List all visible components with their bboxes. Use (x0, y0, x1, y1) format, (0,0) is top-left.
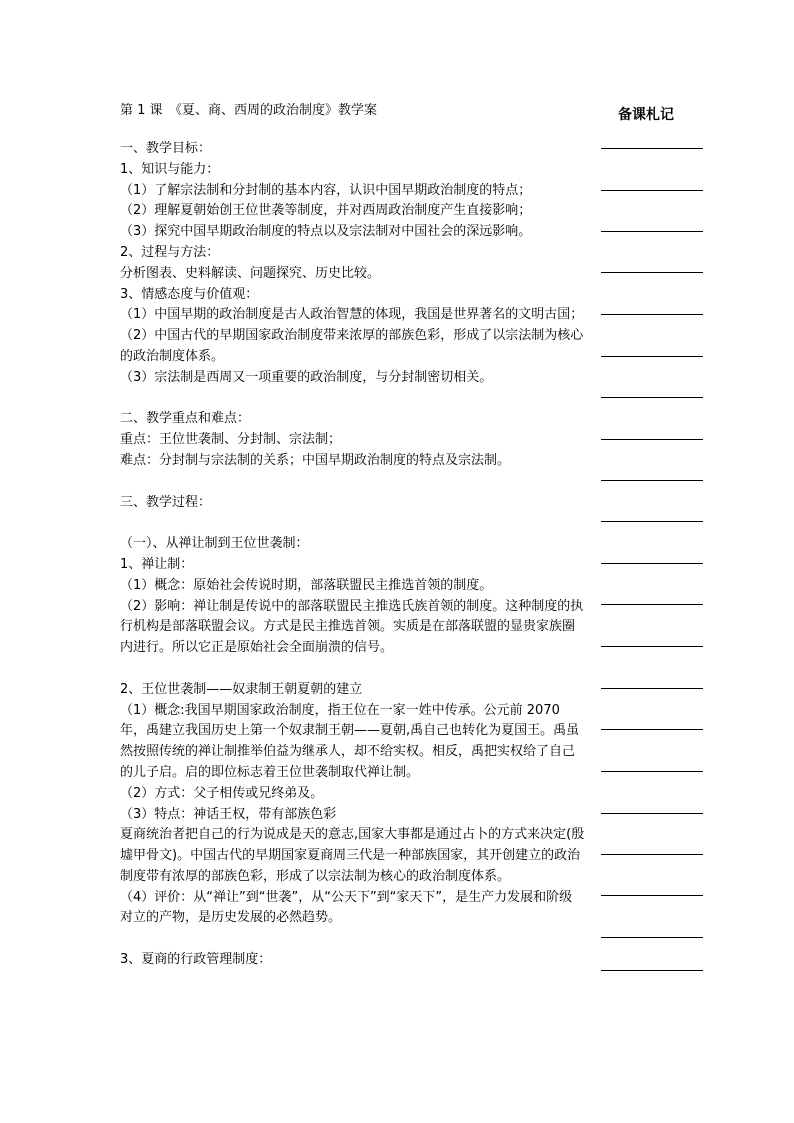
note-line (601, 563, 703, 564)
topic-paragraph: （3）特点：神话王权，带有部族色彩 (120, 806, 337, 822)
topic-heading: 1、禅让制： (120, 556, 194, 572)
topic-paragraph: （4）评价：从“禅让”到“世袭”，从“公天下”到“家天下”，是生产力发展和阶级对立的产物，是历史发展的必然趋势。 (120, 889, 573, 926)
values-item: （3）宗法制是西周又一项重要的政治制度，与分封制密切相关。 (120, 369, 493, 385)
note-line (601, 148, 703, 149)
note-line (601, 190, 703, 191)
lesson-title: 第 1 课 《夏、商、西周的政治制度》教学案 (120, 103, 378, 118)
process-text: 分析图表、史料解读、问题探究、历史比较。 (120, 265, 381, 281)
note-line (601, 480, 703, 481)
section-heading-process: 三、教学过程： (120, 494, 212, 510)
objective-item: （1）了解宗法制和分封制的基本内容，认识中国早期政治制度的特点； (120, 182, 532, 198)
subheading-knowledge: 1、知识与能力： (120, 161, 220, 177)
note-line (601, 813, 703, 814)
note-line (601, 604, 703, 605)
topic-paragraph: 夏商统治者把自己的行为说成是天的意志,国家大事都是通过占卜的方式来决定(殷墟甲骨文)。中国古代的早期国家夏商周三代是一种部族国家，其开创建立的政治制度带有浓厚的部族色彩，形成了以宗法制为核心的政治制度体系。 (120, 827, 585, 884)
blank-line (120, 472, 585, 493)
note-line (601, 970, 703, 971)
section-heading-key-points: 二、教学重点和难点： (120, 411, 251, 427)
values-item: （2）中国古代的早期国家政治制度带来浓厚的部族色彩，形成了以宗法制为核心的政治制度体系。 (120, 328, 584, 364)
note-line (601, 314, 703, 315)
topic-heading: 3、夏商的行政管理制度： (120, 952, 272, 968)
subheading-values: 3、情感态度与价值观： (120, 286, 259, 302)
blank-line (120, 389, 585, 410)
blank-line (120, 513, 585, 534)
lesson-body (120, 139, 585, 971)
difficult-points-text: 难点：分封制与宗法制的关系；中国早期政治制度的特点及宗法制。 (120, 452, 511, 468)
note-line (601, 356, 703, 357)
note-line (601, 895, 703, 896)
note-line (601, 771, 703, 772)
topic-paragraph: （1）概念：原始社会传说时期，部落联盟民主推选首领的制度。 (120, 577, 493, 593)
subheading-process: 2、过程与方法： (120, 244, 220, 260)
note-line (601, 521, 703, 522)
topic-paragraph: （2）方式：父子相传或兄终弟及。 (120, 785, 324, 801)
note-line (601, 439, 703, 440)
note-line (601, 937, 703, 938)
section-heading-objectives: 一、教学目标： (120, 141, 212, 156)
note-line (601, 646, 703, 647)
part-heading: （一）、从禅让制到王位世袭制： (120, 536, 309, 552)
note-line (601, 231, 703, 232)
notes-column-heading: 备课札记 (618, 107, 674, 123)
blank-line (120, 659, 585, 680)
topic-paragraph: （2）影响：禅让制是传说中的部落联盟民主推选氏族首领的制度。这种制度的执行机构是部落联盟会议。方式是民主推选首领。实质是在部落联盟的显贵家族圈内进行。所以它正是原始社会全面崩溃的信号。 (120, 598, 584, 656)
blank-line (120, 929, 585, 950)
note-line (601, 397, 703, 398)
objective-item: （3）探究中国早期政治制度的特点以及宗法制对中国社会的深远影响。 (120, 224, 532, 240)
values-item: （1）中国早期的政治制度是古人政治智慧的体现，我国是世界著名的文明古国； (120, 307, 584, 323)
topic-heading: 2、王位世袭制——奴隶制王朝夏朝的建立 (120, 681, 363, 697)
note-line (601, 854, 703, 855)
note-line (601, 272, 703, 273)
note-line (601, 688, 703, 689)
topic-paragraph: （1）概念:我国早期国家政治制度，指王位在一家一姓中传承。公元前 2070 年，禹建立我国历史上第一个奴隶制王朝——夏朝,禹自己也转化为夏国王。禹虽然按照传统的禅让制推举伯益为继承人，却不给实权。相反，禹把实权给了自己的儿子启。启的即位标志着王位世袭制取代禅让制。 (120, 702, 580, 780)
key-points-text: 重点：王位世袭制、分封制、宗法制； (120, 432, 342, 448)
objective-item: （2）理解夏朝始创王位世袭等制度，并对西周政治制度产生直接影响； (120, 203, 532, 219)
note-line (601, 729, 703, 730)
